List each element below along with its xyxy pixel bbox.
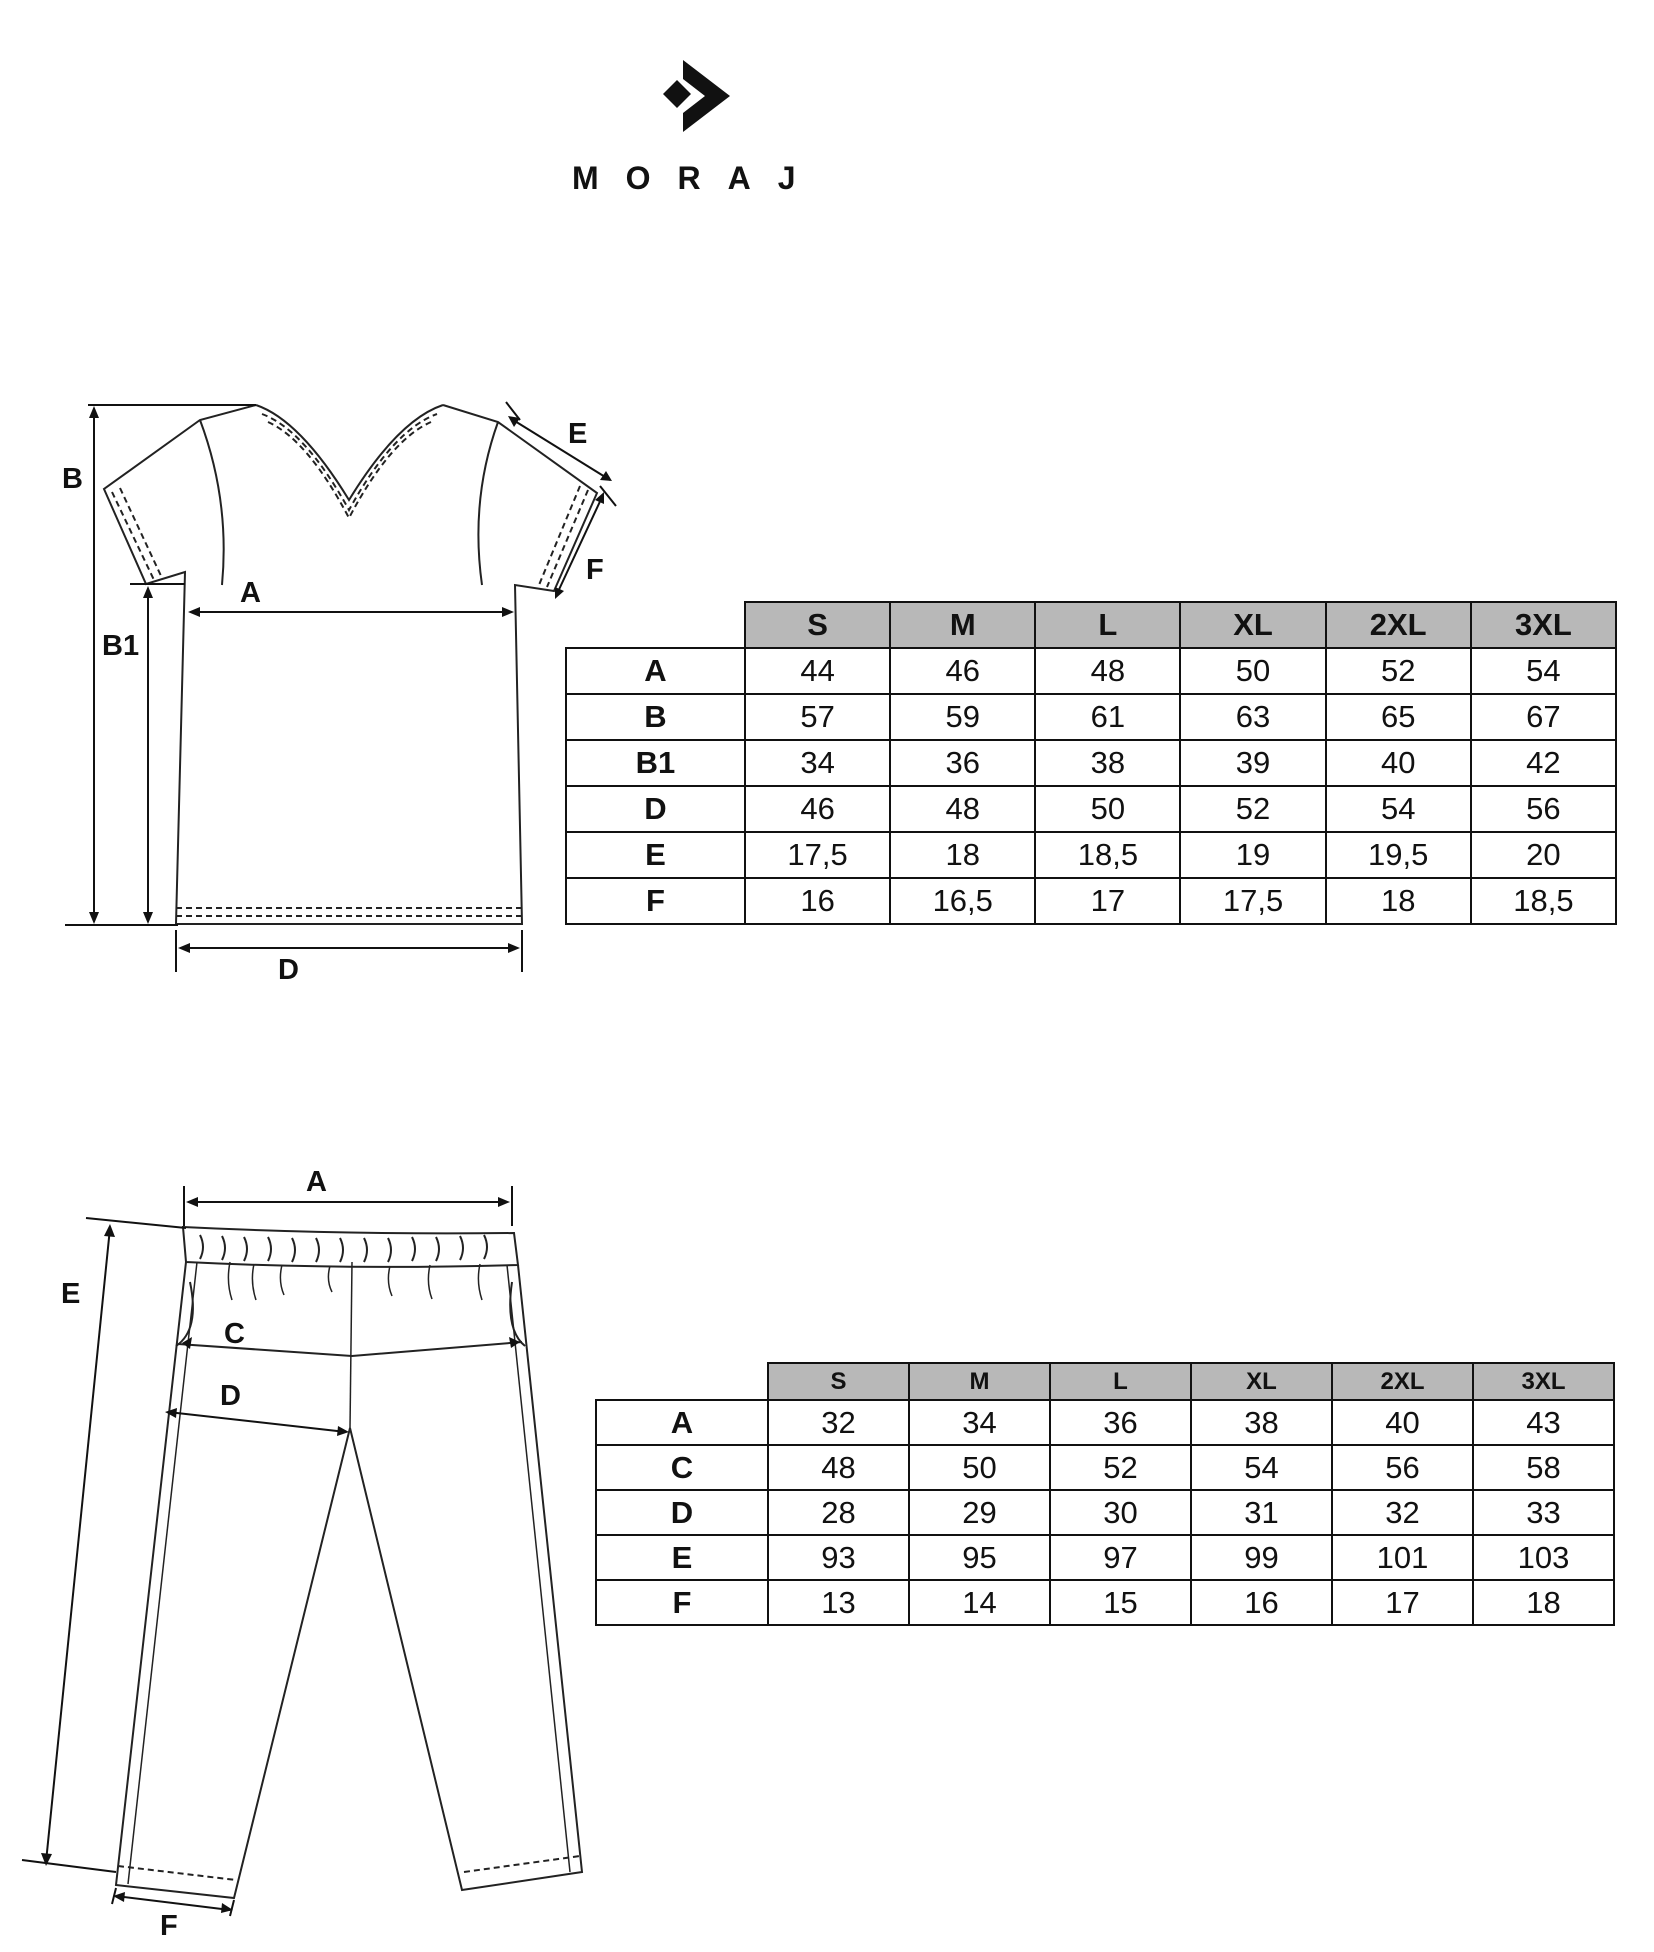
- table-cell: 40: [1332, 1400, 1473, 1445]
- size-header: M: [909, 1363, 1050, 1400]
- table-cell: 18,5: [1035, 832, 1180, 878]
- table-cell: 42: [1471, 740, 1616, 786]
- measure-label: E: [596, 1535, 768, 1580]
- table-cell: 13: [768, 1580, 909, 1625]
- table-cell: 40: [1326, 740, 1471, 786]
- table-cell: 93: [768, 1535, 909, 1580]
- table-cell: 56: [1332, 1445, 1473, 1490]
- shirt-label-b: B: [62, 463, 83, 495]
- size-header: M: [890, 602, 1035, 648]
- shirt-label-e: E: [568, 418, 588, 450]
- measure-label: F: [596, 1580, 768, 1625]
- table-cell: 38: [1035, 740, 1180, 786]
- table-cell: 34: [745, 740, 890, 786]
- table-cell: 95: [909, 1535, 1050, 1580]
- table-cell: 28: [768, 1490, 909, 1535]
- size-header: 2XL: [1326, 602, 1471, 648]
- pants-size-table: [595, 1362, 1615, 1626]
- table-cell: 67: [1471, 694, 1616, 740]
- table-row: [596, 1400, 1614, 1445]
- pants-label-f: F: [160, 1910, 178, 1942]
- measure-label: B1: [566, 740, 745, 786]
- pants-label-a: A: [306, 1166, 327, 1198]
- table-cell: 97: [1050, 1535, 1191, 1580]
- shirt-label-b1: B1: [102, 630, 140, 662]
- table-cell: 99: [1191, 1535, 1332, 1580]
- size-header: L: [1035, 602, 1180, 648]
- measure-label: B: [566, 694, 745, 740]
- table-header-row: [596, 1363, 1614, 1400]
- table-cell: 17,5: [745, 832, 890, 878]
- pants-label-d: D: [220, 1380, 241, 1412]
- measure-label: A: [596, 1400, 768, 1445]
- table-cell: 65: [1326, 694, 1471, 740]
- measure-label: A: [566, 648, 745, 694]
- size-header: XL: [1180, 602, 1325, 648]
- table-cell: 19: [1180, 832, 1325, 878]
- table-cell: 19,5: [1326, 832, 1471, 878]
- table-cell: 52: [1180, 786, 1325, 832]
- measure-label: D: [596, 1490, 768, 1535]
- table-cell: 54: [1471, 648, 1616, 694]
- table-cell: 48: [890, 786, 1035, 832]
- table-cell: 20: [1471, 832, 1616, 878]
- table-cell: 52: [1326, 648, 1471, 694]
- table-cell: 14: [909, 1580, 1050, 1625]
- measure-label: C: [596, 1445, 768, 1490]
- table-cell: 58: [1473, 1445, 1614, 1490]
- table-cell: 16: [1191, 1580, 1332, 1625]
- shirt-label-a: A: [240, 577, 261, 609]
- shirt-label-f: F: [586, 554, 604, 586]
- table-cell: 29: [909, 1490, 1050, 1535]
- measure-label: D: [566, 786, 745, 832]
- brand-name: MORAJ: [572, 160, 823, 196]
- table-cell: 50: [1035, 786, 1180, 832]
- table-cell: 56: [1471, 786, 1616, 832]
- table-cell: 32: [768, 1400, 909, 1445]
- table-cell: 39: [1180, 740, 1325, 786]
- size-header: L: [1050, 1363, 1191, 1400]
- table-cell: 17: [1035, 878, 1180, 924]
- size-header: 3XL: [1473, 1363, 1614, 1400]
- table-cell: 52: [1050, 1445, 1191, 1490]
- table-row: [596, 1445, 1614, 1490]
- table-cell: 17: [1332, 1580, 1473, 1625]
- table-cell: 16: [745, 878, 890, 924]
- table-cell: 101: [1332, 1535, 1473, 1580]
- table-cell: 59: [890, 694, 1035, 740]
- table-cell: 54: [1191, 1445, 1332, 1490]
- table-cell: 30: [1050, 1490, 1191, 1535]
- size-header: S: [745, 602, 890, 648]
- shirt-label-d: D: [278, 954, 299, 986]
- pants-label-c: C: [224, 1318, 245, 1350]
- size-header: S: [768, 1363, 909, 1400]
- table-cell: 31: [1191, 1490, 1332, 1535]
- table-cell: 16,5: [890, 878, 1035, 924]
- table-cell: 43: [1473, 1400, 1614, 1445]
- table-corner: [596, 1363, 768, 1400]
- table-cell: 34: [909, 1400, 1050, 1445]
- pants-label-e: E: [61, 1278, 81, 1310]
- table-cell: 33: [1473, 1490, 1614, 1535]
- table-cell: 18: [890, 832, 1035, 878]
- table-cell: 18: [1473, 1580, 1614, 1625]
- table-cell: 50: [909, 1445, 1050, 1490]
- table-cell: 61: [1035, 694, 1180, 740]
- size-header: XL: [1191, 1363, 1332, 1400]
- table-row: [596, 1535, 1614, 1580]
- table-cell: 15: [1050, 1580, 1191, 1625]
- table-cell: 63: [1180, 694, 1325, 740]
- table-cell: 48: [1035, 648, 1180, 694]
- measure-label: E: [566, 832, 745, 878]
- table-cell: 57: [745, 694, 890, 740]
- measure-label: F: [566, 878, 745, 924]
- table-cell: 17,5: [1180, 878, 1325, 924]
- table-cell: 46: [745, 786, 890, 832]
- table-cell: 54: [1326, 786, 1471, 832]
- size-header: 3XL: [1471, 602, 1616, 648]
- table-cell: 44: [745, 648, 890, 694]
- table-row: [596, 1580, 1614, 1625]
- table-cell: 36: [1050, 1400, 1191, 1445]
- size-header: 2XL: [1332, 1363, 1473, 1400]
- table-cell: 46: [890, 648, 1035, 694]
- table-cell: 103: [1473, 1535, 1614, 1580]
- table-cell: 50: [1180, 648, 1325, 694]
- table-row: [596, 1490, 1614, 1535]
- table-cell: 48: [768, 1445, 909, 1490]
- table-cell: 36: [890, 740, 1035, 786]
- table-cell: 18,5: [1471, 878, 1616, 924]
- table-cell: 18: [1326, 878, 1471, 924]
- table-cell: 32: [1332, 1490, 1473, 1535]
- table-cell: 38: [1191, 1400, 1332, 1445]
